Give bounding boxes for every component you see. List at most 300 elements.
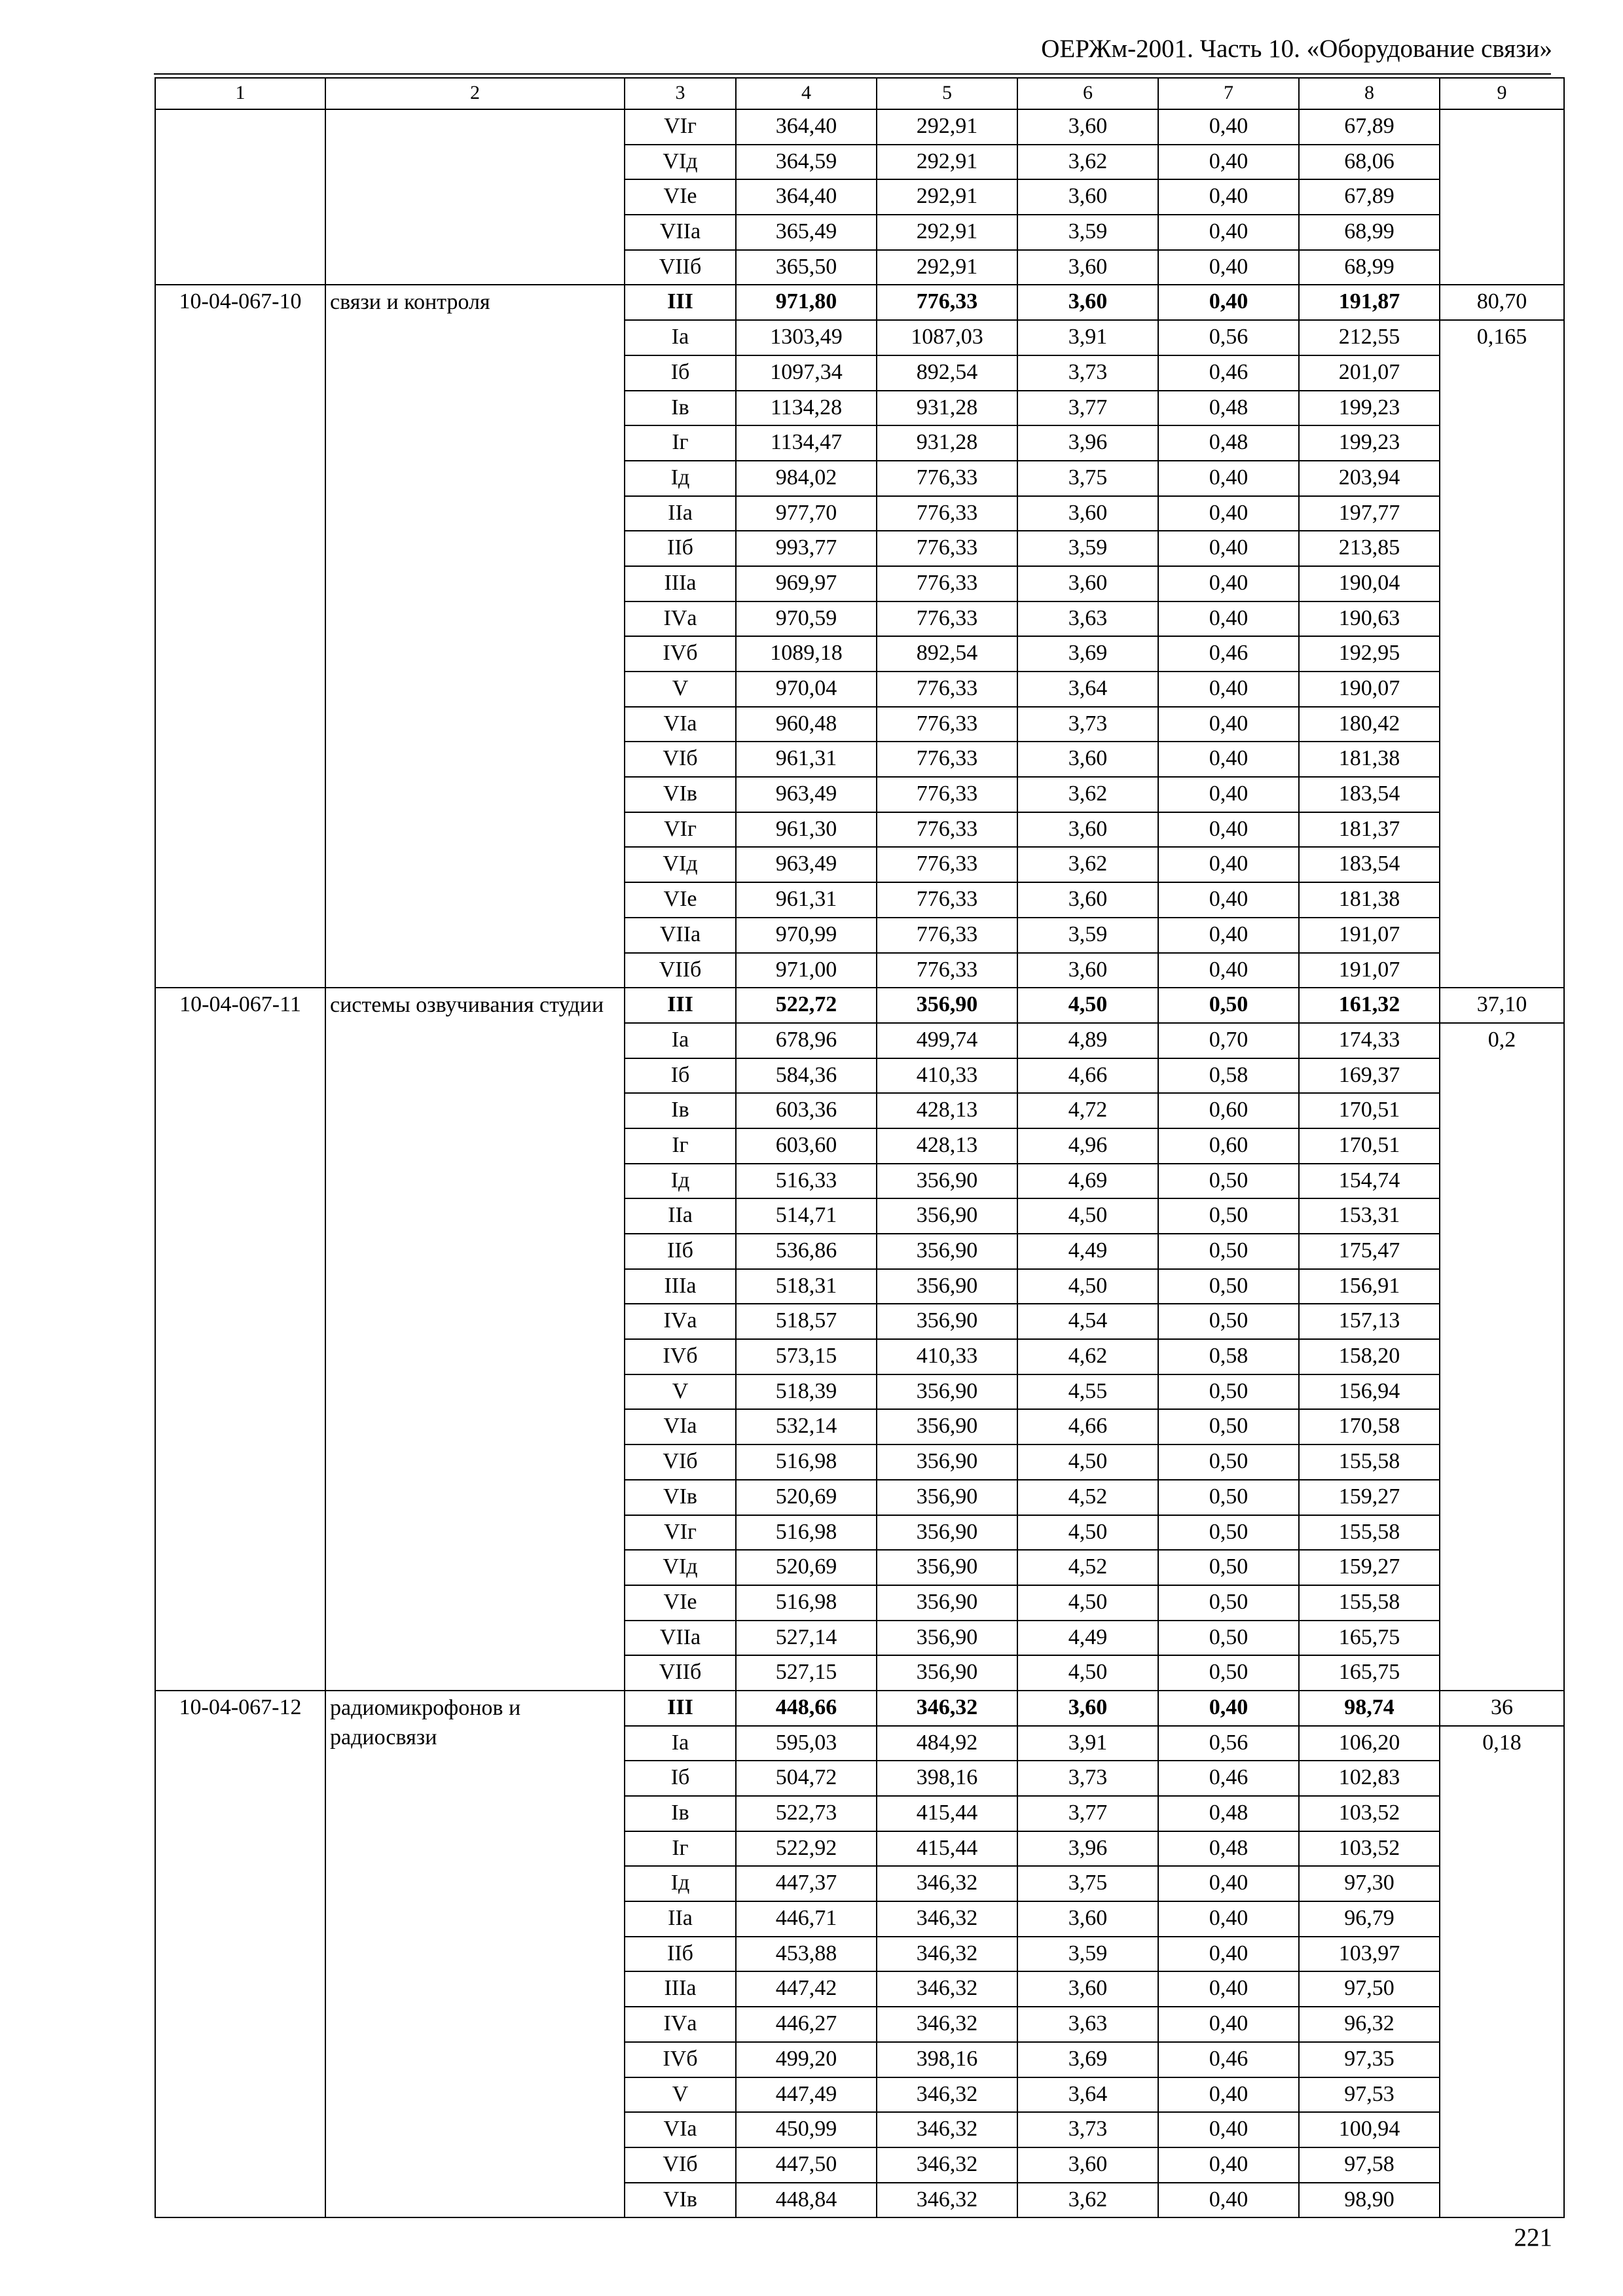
cell-machine-cost: 3,60 (1017, 1691, 1158, 1726)
cell-machine-cost: 4,50 (1017, 988, 1158, 1023)
cell-zone-code: VIIб (625, 250, 736, 285)
cell-materials-cost: 201,07 (1299, 355, 1440, 391)
cell-machine-cost: 3,69 (1017, 636, 1158, 672)
cell-machinist-salary: 0,40 (1158, 215, 1299, 250)
cell-machinist-salary: 0,40 (1158, 2147, 1299, 2183)
column-number: 5 (877, 78, 1017, 109)
cell-machine-cost: 4,50 (1017, 1269, 1158, 1304)
cell-salary-cost: 356,90 (877, 1550, 1017, 1585)
cell-total-cost: 522,73 (736, 1796, 877, 1831)
cell-machinist-salary: 0,40 (1158, 1971, 1299, 2007)
cell-materials-cost: 154,74 (1299, 1164, 1440, 1199)
cell-machine-cost: 4,50 (1017, 1198, 1158, 1234)
cell-zone-code: VIIа (625, 215, 736, 250)
cell-materials-cost: 156,91 (1299, 1269, 1440, 1304)
cell-machine-cost: 4,72 (1017, 1093, 1158, 1128)
cell-materials-cost: 197,77 (1299, 496, 1440, 531)
cell-total-cost: 970,04 (736, 672, 877, 707)
cell-machinist-salary: 0,40 (1158, 953, 1299, 988)
cell-zone-code: Iг (625, 1128, 736, 1164)
cell-machine-cost: 3,69 (1017, 2042, 1158, 2077)
cell-zone-code: VIб (625, 2147, 736, 2183)
cell-salary-cost: 398,16 (877, 1761, 1017, 1796)
cell-total-cost: 536,86 (736, 1234, 877, 1269)
cell-zone-code: VIв (625, 2183, 736, 2218)
column-number-row (155, 78, 1564, 109)
cell-materials-cost: 157,13 (1299, 1304, 1440, 1339)
cell-col9: 0,2 (1440, 1023, 1564, 1691)
cell-total-cost: 522,92 (736, 1831, 877, 1867)
cell-materials-cost: 97,30 (1299, 1866, 1440, 1901)
cell-name: системы озвучивания студии (325, 988, 625, 1691)
cell-total-cost: 970,99 (736, 918, 877, 953)
cell-zone-code: IVа (625, 2007, 736, 2042)
cell-machinist-salary: 0,40 (1158, 882, 1299, 918)
cell-total-cost: 961,31 (736, 882, 877, 918)
cell-zone-code: VIг (625, 1515, 736, 1551)
cell-salary-cost: 428,13 (877, 1093, 1017, 1128)
cell-total-cost: 364,59 (736, 145, 877, 180)
cell-machinist-salary: 0,58 (1158, 1058, 1299, 1094)
cell-name (325, 109, 625, 285)
cell-salary-cost: 499,74 (877, 1023, 1017, 1058)
cell-total-cost: 1097,34 (736, 355, 877, 391)
cell-salary-cost: 346,32 (877, 2183, 1017, 2218)
cell-machinist-salary: 0,40 (1158, 812, 1299, 848)
cell-materials-cost: 67,89 (1299, 179, 1440, 215)
cell-total-cost: 446,71 (736, 1901, 877, 1937)
cell-machinist-salary: 0,40 (1158, 777, 1299, 812)
cell-salary-cost: 398,16 (877, 2042, 1017, 2077)
cell-machinist-salary: 0,50 (1158, 1304, 1299, 1339)
cell-total-cost: 518,57 (736, 1304, 877, 1339)
cell-machinist-salary: 0,40 (1158, 496, 1299, 531)
column-number: 7 (1158, 78, 1299, 109)
cell-materials-cost: 190,07 (1299, 672, 1440, 707)
cell-machinist-salary: 0,40 (1158, 918, 1299, 953)
cell-zone-code: VIд (625, 847, 736, 882)
cell-machinist-salary: 0,40 (1158, 531, 1299, 566)
cell-salary-cost: 776,33 (877, 601, 1017, 637)
cell-materials-cost: 183,54 (1299, 847, 1440, 882)
cell-machine-cost: 3,64 (1017, 2077, 1158, 2113)
cell-total-cost: 364,40 (736, 179, 877, 215)
cell-salary-cost: 292,91 (877, 215, 1017, 250)
cell-machine-cost: 3,60 (1017, 179, 1158, 215)
cell-salary-cost: 776,33 (877, 531, 1017, 566)
cell-total-cost: 573,15 (736, 1339, 877, 1374)
cell-machinist-salary: 0,46 (1158, 355, 1299, 391)
cell-salary-cost: 776,33 (877, 742, 1017, 777)
cell-materials-cost: 183,54 (1299, 777, 1440, 812)
cell-salary-cost: 346,32 (877, 2007, 1017, 2042)
cell-salary-cost: 776,33 (877, 777, 1017, 812)
cell-zone-code: VIд (625, 1550, 736, 1585)
cell-salary-cost: 776,33 (877, 812, 1017, 848)
cell-materials-cost: 181,38 (1299, 742, 1440, 777)
cell-materials-cost: 68,99 (1299, 215, 1440, 250)
cell-salary-cost: 776,33 (877, 918, 1017, 953)
cell-zone-code: VIб (625, 1444, 736, 1480)
cell-machinist-salary: 0,56 (1158, 1726, 1299, 1761)
cell-machine-cost: 3,60 (1017, 285, 1158, 320)
cell-materials-cost: 153,31 (1299, 1198, 1440, 1234)
cell-machine-cost: 4,89 (1017, 1023, 1158, 1058)
cell-salary-cost: 356,90 (877, 1269, 1017, 1304)
cell-machine-cost: 3,60 (1017, 742, 1158, 777)
cell-total-cost: 970,59 (736, 601, 877, 637)
table-row (155, 988, 1564, 1023)
cell-salary-cost: 776,33 (877, 461, 1017, 496)
cell-salary-cost: 346,32 (877, 2147, 1017, 2183)
cell-salary-cost: 776,33 (877, 285, 1017, 320)
cell-salary-cost: 292,91 (877, 250, 1017, 285)
cell-salary-cost: 346,32 (877, 1971, 1017, 2007)
cell-total-cost: 447,49 (736, 2077, 877, 2113)
cell-machinist-salary: 0,48 (1158, 1796, 1299, 1831)
cell-machinist-salary: 0,40 (1158, 2183, 1299, 2218)
cell-total-cost: 450,99 (736, 2112, 877, 2147)
cell-salary-cost: 356,90 (877, 1409, 1017, 1444)
cell-salary-cost: 484,92 (877, 1726, 1017, 1761)
cell-total-cost: 447,42 (736, 1971, 877, 2007)
cell-machinist-salary: 0,46 (1158, 636, 1299, 672)
cell-total-cost: 993,77 (736, 531, 877, 566)
cell-machine-cost: 4,62 (1017, 1339, 1158, 1374)
cell-machine-cost: 3,59 (1017, 531, 1158, 566)
cell-machine-cost: 3,96 (1017, 425, 1158, 461)
cell-col9: 37,10 (1440, 988, 1564, 1023)
cell-machine-cost: 3,63 (1017, 601, 1158, 637)
cell-machine-cost: 3,64 (1017, 672, 1158, 707)
cell-machinist-salary: 0,40 (1158, 707, 1299, 742)
column-number: 1 (155, 78, 325, 109)
cell-zone-code: IVа (625, 1304, 736, 1339)
cell-total-cost: 516,98 (736, 1585, 877, 1621)
cell-materials-cost: 155,58 (1299, 1444, 1440, 1480)
cell-materials-cost: 159,27 (1299, 1480, 1440, 1515)
cell-total-cost: 365,50 (736, 250, 877, 285)
cell-zone-code: VIа (625, 1409, 736, 1444)
table-row (155, 109, 1564, 145)
cell-total-cost: 514,71 (736, 1198, 877, 1234)
cell-machine-cost: 3,75 (1017, 461, 1158, 496)
cell-zone-code: III (625, 285, 736, 320)
cell-code: 10-04-067-10 (155, 285, 325, 988)
cell-machinist-salary: 0,40 (1158, 1866, 1299, 1901)
cell-machinist-salary: 0,40 (1158, 179, 1299, 215)
cell-machine-cost: 3,96 (1017, 1831, 1158, 1867)
cell-name: радиомикрофонов и радиосвязи (325, 1691, 625, 2217)
cell-salary-cost: 776,33 (877, 882, 1017, 918)
cell-total-cost: 520,69 (736, 1480, 877, 1515)
cell-materials-cost: 191,07 (1299, 918, 1440, 953)
cell-machinist-salary: 0,40 (1158, 742, 1299, 777)
cell-machinist-salary: 0,50 (1158, 988, 1299, 1023)
cell-total-cost: 516,33 (736, 1164, 877, 1199)
cell-materials-cost: 98,90 (1299, 2183, 1440, 2218)
column-number: 9 (1440, 78, 1564, 109)
cell-machinist-salary: 0,50 (1158, 1409, 1299, 1444)
cell-zone-code: IIIа (625, 566, 736, 601)
column-number: 8 (1299, 78, 1440, 109)
cell-machinist-salary: 0,56 (1158, 320, 1299, 355)
cell-zone-code: VIг (625, 812, 736, 848)
cell-salary-cost: 415,44 (877, 1831, 1017, 1867)
cell-machine-cost: 4,66 (1017, 1409, 1158, 1444)
cell-materials-cost: 212,55 (1299, 320, 1440, 355)
cell-zone-code: IIб (625, 531, 736, 566)
cell-salary-cost: 356,90 (877, 1585, 1017, 1621)
cell-materials-cost: 103,52 (1299, 1831, 1440, 1867)
cell-machine-cost: 3,62 (1017, 847, 1158, 882)
cell-materials-cost: 192,95 (1299, 636, 1440, 672)
cell-salary-cost: 346,32 (877, 2112, 1017, 2147)
cell-materials-cost: 165,75 (1299, 1621, 1440, 1656)
price-table (155, 77, 1565, 2218)
cell-zone-code: Iа (625, 1023, 736, 1058)
cell-materials-cost: 181,38 (1299, 882, 1440, 918)
table-row (155, 1691, 1564, 1726)
cell-machinist-salary: 0,50 (1158, 1444, 1299, 1480)
cell-total-cost: 1134,28 (736, 391, 877, 426)
column-number: 4 (736, 78, 877, 109)
cell-materials-cost: 156,94 (1299, 1374, 1440, 1410)
cell-materials-cost: 199,23 (1299, 391, 1440, 426)
cell-zone-code: IIIа (625, 1971, 736, 2007)
cell-materials-cost: 97,50 (1299, 1971, 1440, 2007)
cell-machinist-salary: 0,40 (1158, 250, 1299, 285)
cell-salary-cost: 346,32 (877, 2077, 1017, 2113)
cell-materials-cost: 161,32 (1299, 988, 1440, 1023)
page-number: 221 (1514, 2223, 1552, 2251)
cell-salary-cost: 892,54 (877, 355, 1017, 391)
cell-materials-cost: 97,35 (1299, 2042, 1440, 2077)
cell-machine-cost: 4,52 (1017, 1480, 1158, 1515)
cell-zone-code: Iг (625, 1831, 736, 1867)
cell-materials-cost: 169,37 (1299, 1058, 1440, 1094)
cell-machinist-salary: 0,50 (1158, 1198, 1299, 1234)
cell-machine-cost: 4,52 (1017, 1550, 1158, 1585)
cell-machine-cost: 4,50 (1017, 1444, 1158, 1480)
cell-total-cost: 453,88 (736, 1937, 877, 1972)
price-table-body (155, 78, 1564, 2217)
cell-machine-cost: 3,60 (1017, 566, 1158, 601)
column-number: 6 (1017, 78, 1158, 109)
cell-machinist-salary: 0,50 (1158, 1164, 1299, 1199)
cell-machine-cost: 3,73 (1017, 1761, 1158, 1796)
cell-zone-code: Iв (625, 1093, 736, 1128)
cell-materials-cost: 170,51 (1299, 1128, 1440, 1164)
cell-machine-cost: 3,73 (1017, 2112, 1158, 2147)
cell-zone-code: VIб (625, 742, 736, 777)
cell-materials-cost: 159,27 (1299, 1550, 1440, 1585)
cell-zone-code: VIе (625, 179, 736, 215)
cell-total-cost: 603,36 (736, 1093, 877, 1128)
cell-zone-code: Iд (625, 1866, 736, 1901)
cell-total-cost: 364,40 (736, 109, 877, 145)
cell-machinist-salary: 0,50 (1158, 1234, 1299, 1269)
cell-salary-cost: 356,90 (877, 1164, 1017, 1199)
cell-materials-cost: 68,06 (1299, 145, 1440, 180)
cell-machinist-salary: 0,46 (1158, 1761, 1299, 1796)
cell-machinist-salary: 0,40 (1158, 2077, 1299, 2113)
cell-zone-code: IVб (625, 636, 736, 672)
cell-machinist-salary: 0,40 (1158, 1937, 1299, 1972)
cell-salary-cost: 292,91 (877, 145, 1017, 180)
cell-zone-code: Iа (625, 1726, 736, 1761)
cell-machinist-salary: 0,50 (1158, 1585, 1299, 1621)
cell-machinist-salary: 0,50 (1158, 1269, 1299, 1304)
cell-total-cost: 518,31 (736, 1269, 877, 1304)
cell-materials-cost: 199,23 (1299, 425, 1440, 461)
cell-machine-cost: 4,69 (1017, 1164, 1158, 1199)
cell-machine-cost: 3,59 (1017, 1937, 1158, 1972)
cell-total-cost: 365,49 (736, 215, 877, 250)
cell-materials-cost: 170,51 (1299, 1093, 1440, 1128)
cell-zone-code: Iа (625, 320, 736, 355)
cell-salary-cost: 356,90 (877, 988, 1017, 1023)
cell-machine-cost: 3,63 (1017, 2007, 1158, 2042)
cell-machinist-salary: 0,50 (1158, 1550, 1299, 1585)
cell-total-cost: 447,37 (736, 1866, 877, 1901)
cell-zone-code: Iб (625, 355, 736, 391)
cell-total-cost: 527,15 (736, 1655, 877, 1691)
cell-materials-cost: 213,85 (1299, 531, 1440, 566)
cell-machine-cost: 4,54 (1017, 1304, 1158, 1339)
cell-total-cost: 446,27 (736, 2007, 877, 2042)
cell-salary-cost: 346,32 (877, 1691, 1017, 1726)
cell-materials-cost: 190,63 (1299, 601, 1440, 637)
cell-total-cost: 960,48 (736, 707, 877, 742)
cell-total-cost: 969,97 (736, 566, 877, 601)
cell-zone-code: IIб (625, 1937, 736, 1972)
cell-zone-code: Iд (625, 461, 736, 496)
cell-salary-cost: 346,32 (877, 1901, 1017, 1937)
cell-materials-cost: 191,07 (1299, 953, 1440, 988)
cell-machinist-salary: 0,40 (1158, 672, 1299, 707)
cell-machine-cost: 4,66 (1017, 1058, 1158, 1094)
cell-machinist-salary: 0,50 (1158, 1655, 1299, 1691)
cell-salary-cost: 356,90 (877, 1655, 1017, 1691)
cell-machinist-salary: 0,50 (1158, 1515, 1299, 1551)
cell-total-cost: 518,39 (736, 1374, 877, 1410)
cell-machine-cost: 3,62 (1017, 145, 1158, 180)
cell-zone-code: V (625, 672, 736, 707)
cell-zone-code: VIг (625, 109, 736, 145)
cell-zone-code: Iв (625, 391, 736, 426)
cell-machine-cost: 3,62 (1017, 2183, 1158, 2218)
cell-total-cost: 1303,49 (736, 320, 877, 355)
cell-zone-code: IIIа (625, 1269, 736, 1304)
cell-salary-cost: 415,44 (877, 1796, 1017, 1831)
cell-total-cost: 516,98 (736, 1444, 877, 1480)
cell-machinist-salary: 0,50 (1158, 1480, 1299, 1515)
cell-col9: 36 (1440, 1691, 1564, 1726)
cell-col9: 0,18 (1440, 1726, 1564, 2218)
cell-zone-code: VIIа (625, 918, 736, 953)
cell-salary-cost: 1087,03 (877, 320, 1017, 355)
cell-total-cost: 971,00 (736, 953, 877, 988)
cell-machinist-salary: 0,40 (1158, 2112, 1299, 2147)
cell-total-cost: 527,14 (736, 1621, 877, 1656)
cell-machinist-salary: 0,48 (1158, 391, 1299, 426)
cell-total-cost: 595,03 (736, 1726, 877, 1761)
cell-materials-cost: 191,87 (1299, 285, 1440, 320)
cell-salary-cost: 776,33 (877, 953, 1017, 988)
cell-salary-cost: 356,90 (877, 1444, 1017, 1480)
cell-zone-code: V (625, 2077, 736, 2113)
cell-name: связи и контроля (325, 285, 625, 988)
cell-salary-cost: 356,90 (877, 1515, 1017, 1551)
cell-zone-code: VIIб (625, 953, 736, 988)
cell-machinist-salary: 0,40 (1158, 1691, 1299, 1726)
cell-machinist-salary: 0,50 (1158, 1621, 1299, 1656)
cell-materials-cost: 102,83 (1299, 1761, 1440, 1796)
cell-total-cost: 448,84 (736, 2183, 877, 2218)
cell-materials-cost: 103,52 (1299, 1796, 1440, 1831)
cell-salary-cost: 292,91 (877, 109, 1017, 145)
cell-salary-cost: 410,33 (877, 1339, 1017, 1374)
column-number: 2 (325, 78, 625, 109)
cell-zone-code: IIб (625, 1234, 736, 1269)
cell-salary-cost: 776,33 (877, 707, 1017, 742)
cell-zone-code: VIв (625, 777, 736, 812)
cell-machine-cost: 4,50 (1017, 1585, 1158, 1621)
cell-total-cost: 971,80 (736, 285, 877, 320)
cell-machine-cost: 4,50 (1017, 1515, 1158, 1551)
cell-zone-code: III (625, 1691, 736, 1726)
cell-materials-cost: 97,58 (1299, 2147, 1440, 2183)
cell-total-cost: 963,49 (736, 777, 877, 812)
cell-total-cost: 504,72 (736, 1761, 877, 1796)
cell-zone-code: III (625, 988, 736, 1023)
cell-total-cost: 961,30 (736, 812, 877, 848)
cell-machinist-salary: 0,46 (1158, 2042, 1299, 2077)
cell-salary-cost: 356,90 (877, 1480, 1017, 1515)
cell-machine-cost: 3,60 (1017, 882, 1158, 918)
cell-total-cost: 678,96 (736, 1023, 877, 1058)
cell-salary-cost: 356,90 (877, 1234, 1017, 1269)
cell-salary-cost: 931,28 (877, 391, 1017, 426)
cell-salary-cost: 356,90 (877, 1374, 1017, 1410)
cell-machine-cost: 3,73 (1017, 355, 1158, 391)
cell-materials-cost: 180,42 (1299, 707, 1440, 742)
cell-total-cost: 963,49 (736, 847, 877, 882)
cell-col9: 80,70 (1440, 285, 1564, 320)
cell-salary-cost: 776,33 (877, 847, 1017, 882)
cell-salary-cost: 356,90 (877, 1304, 1017, 1339)
cell-materials-cost: 96,32 (1299, 2007, 1440, 2042)
cell-zone-code: VIд (625, 145, 736, 180)
cell-salary-cost: 776,33 (877, 496, 1017, 531)
cell-total-cost: 984,02 (736, 461, 877, 496)
cell-materials-cost: 68,99 (1299, 250, 1440, 285)
cell-zone-code: VIIа (625, 1621, 736, 1656)
cell-total-cost: 977,70 (736, 496, 877, 531)
cell-zone-code: IVа (625, 601, 736, 637)
cell-materials-cost: 175,47 (1299, 1234, 1440, 1269)
cell-zone-code: IIа (625, 1901, 736, 1937)
cell-machine-cost: 3,60 (1017, 250, 1158, 285)
cell-salary-cost: 356,90 (877, 1198, 1017, 1234)
cell-salary-cost: 892,54 (877, 636, 1017, 672)
cell-machine-cost: 3,60 (1017, 953, 1158, 988)
cell-salary-cost: 356,90 (877, 1621, 1017, 1656)
cell-materials-cost: 203,94 (1299, 461, 1440, 496)
cell-materials-cost: 98,74 (1299, 1691, 1440, 1726)
cell-machinist-salary: 0,58 (1158, 1339, 1299, 1374)
